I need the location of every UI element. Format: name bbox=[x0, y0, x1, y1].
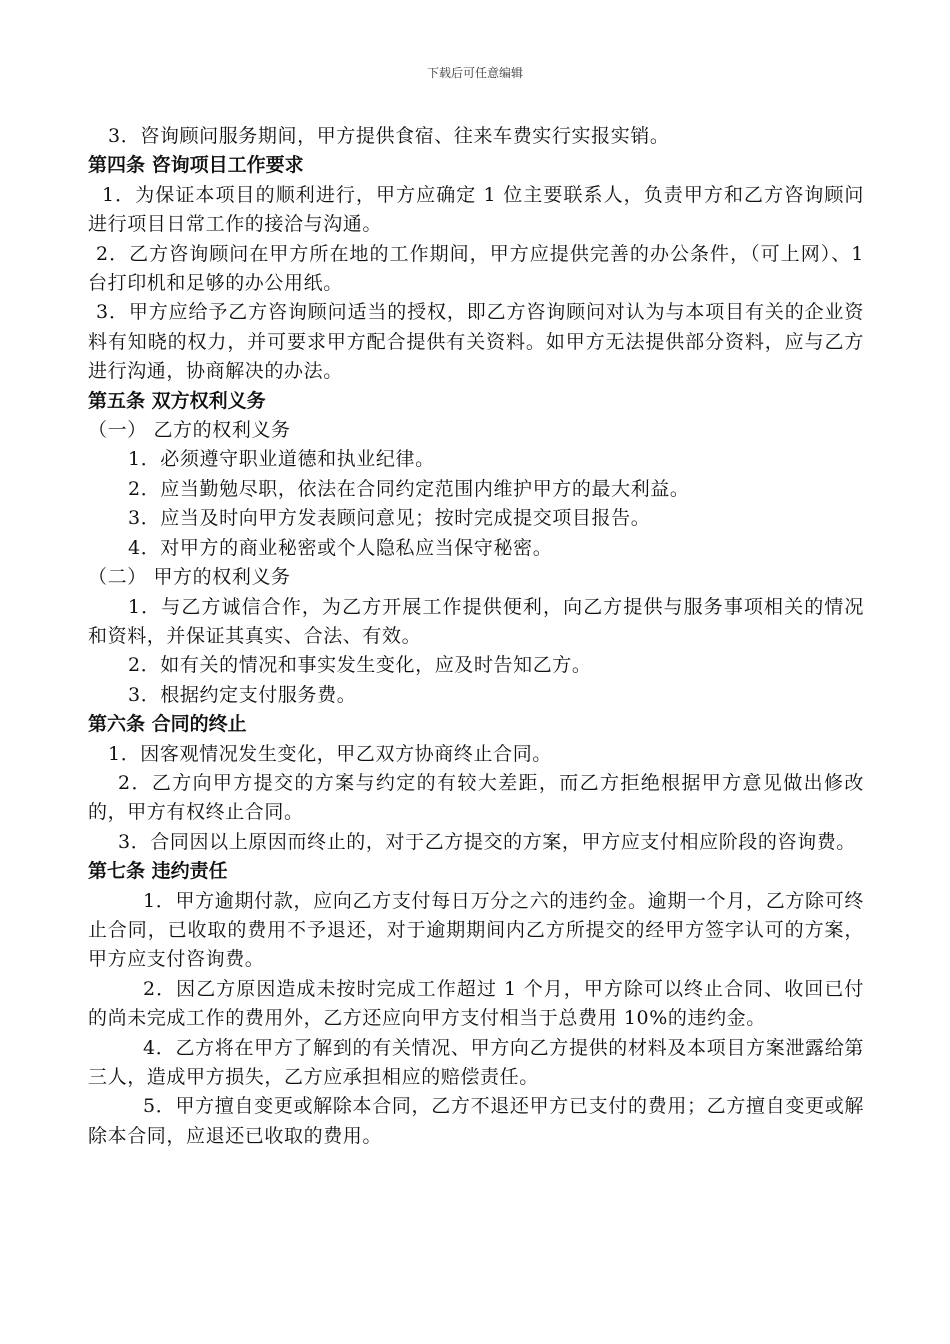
list-item: 4．对甲方的商业秘密或个人隐私应当保守秘密。 bbox=[128, 536, 553, 559]
paragraph: 3．合同因以上原因而终止的，对于乙方提交的方案，甲方应支付相应阶段的咨询费。 bbox=[118, 830, 856, 853]
list-item: 2．应当勤勉尽职，依法在合同约定范围内维护甲方的最大利益。 bbox=[128, 477, 690, 500]
paragraph: 2．乙方向甲方提交的方案与约定的有较大差距，而乙方拒绝根据甲方意见做出修改的，甲方有权终止合同。 bbox=[88, 771, 864, 824]
section-heading: 第七条 违约责任 bbox=[88, 860, 228, 883]
subsection-heading: （二） 甲方的权利义务 bbox=[88, 566, 291, 589]
paragraph: 1．为保证本项目的顺利进行，甲方应确定 1 位主要联系人，负责甲方和乙方咨询顾问进行项目日常工作的接洽与沟通。 bbox=[88, 183, 864, 236]
list-item: 1．与乙方诚信合作，为乙方开展工作提供便利，向乙方提供与服务事项相关的情况和资料，并保证其真实、合法、有效。 bbox=[88, 595, 864, 647]
section-heading: 第四条 咨询项目工作要求 bbox=[88, 154, 304, 177]
list-item: 3．应当及时向甲方发表顾问意见；按时完成提交项目报告。 bbox=[128, 507, 651, 530]
paragraph: 3．咨询顾问服务期间，甲方提供食宿、往来车费实行实报实销。 bbox=[108, 125, 670, 147]
paragraph: 3．甲方应给予乙方咨询顾问适当的授权，即乙方咨询顾问对认为与本项目有关的企业资料有知晓的权力，并可要求甲方配合提供有关资料。如甲方无法提供部分资料，应与乙方进行沟通，协商解决的办法。 bbox=[88, 301, 864, 383]
subsection-heading: （一） 乙方的权利义务 bbox=[88, 419, 291, 442]
list-item: 3．根据约定支付服务费。 bbox=[128, 683, 357, 706]
paragraph: 2．因乙方原因造成未按时完成工作超过 1 个月，甲方除可以终止合同、收回已付的尚未完成工作的费用外，乙方还应向甲方支付相当于总费用 10%的违约金。 bbox=[88, 977, 864, 1030]
paragraph: 1．因客观情况发生变化，甲乙双方协商终止合同。 bbox=[108, 742, 552, 765]
paragraph: 2．乙方咨询顾问在甲方所在地的工作期间，甲方应提供完善的办公条件，（可上网）、1 台打印机和足够的办公用纸。 bbox=[88, 242, 864, 295]
list-item: 1．必须遵守职业道德和执业纪律。 bbox=[128, 448, 435, 471]
list-item: 2．如有关的情况和事实发生变化，应及时告知乙方。 bbox=[128, 654, 592, 677]
document-body bbox=[88, 122, 864, 1151]
section-heading: 第六条 合同的终止 bbox=[88, 713, 247, 736]
paragraph: 5．甲方擅自变更或解除本合同，乙方不退还甲方已支付的费用；乙方擅自变更或解除本合同，应退还已收取的费用。 bbox=[88, 1095, 864, 1147]
paragraph: 1．甲方逾期付款，应向乙方支付每日万分之六的违约金。逾期一个月，乙方除可终止合同，已收取的费用不予退还，对于逾期期间内乙方所提交的经甲方签字认可的方案，甲方应支付咨询费。 bbox=[88, 889, 864, 971]
paragraph: 4．乙方将在甲方了解到的有关情况、甲方向乙方提供的材料及本项目方案泄露给第三人，造成甲方损失，乙方应承担相应的赔偿责任。 bbox=[88, 1036, 864, 1088]
section-heading: 第五条 双方权利义务 bbox=[88, 389, 266, 412]
page-header: 下载后可任意编辑 bbox=[426, 66, 523, 80]
